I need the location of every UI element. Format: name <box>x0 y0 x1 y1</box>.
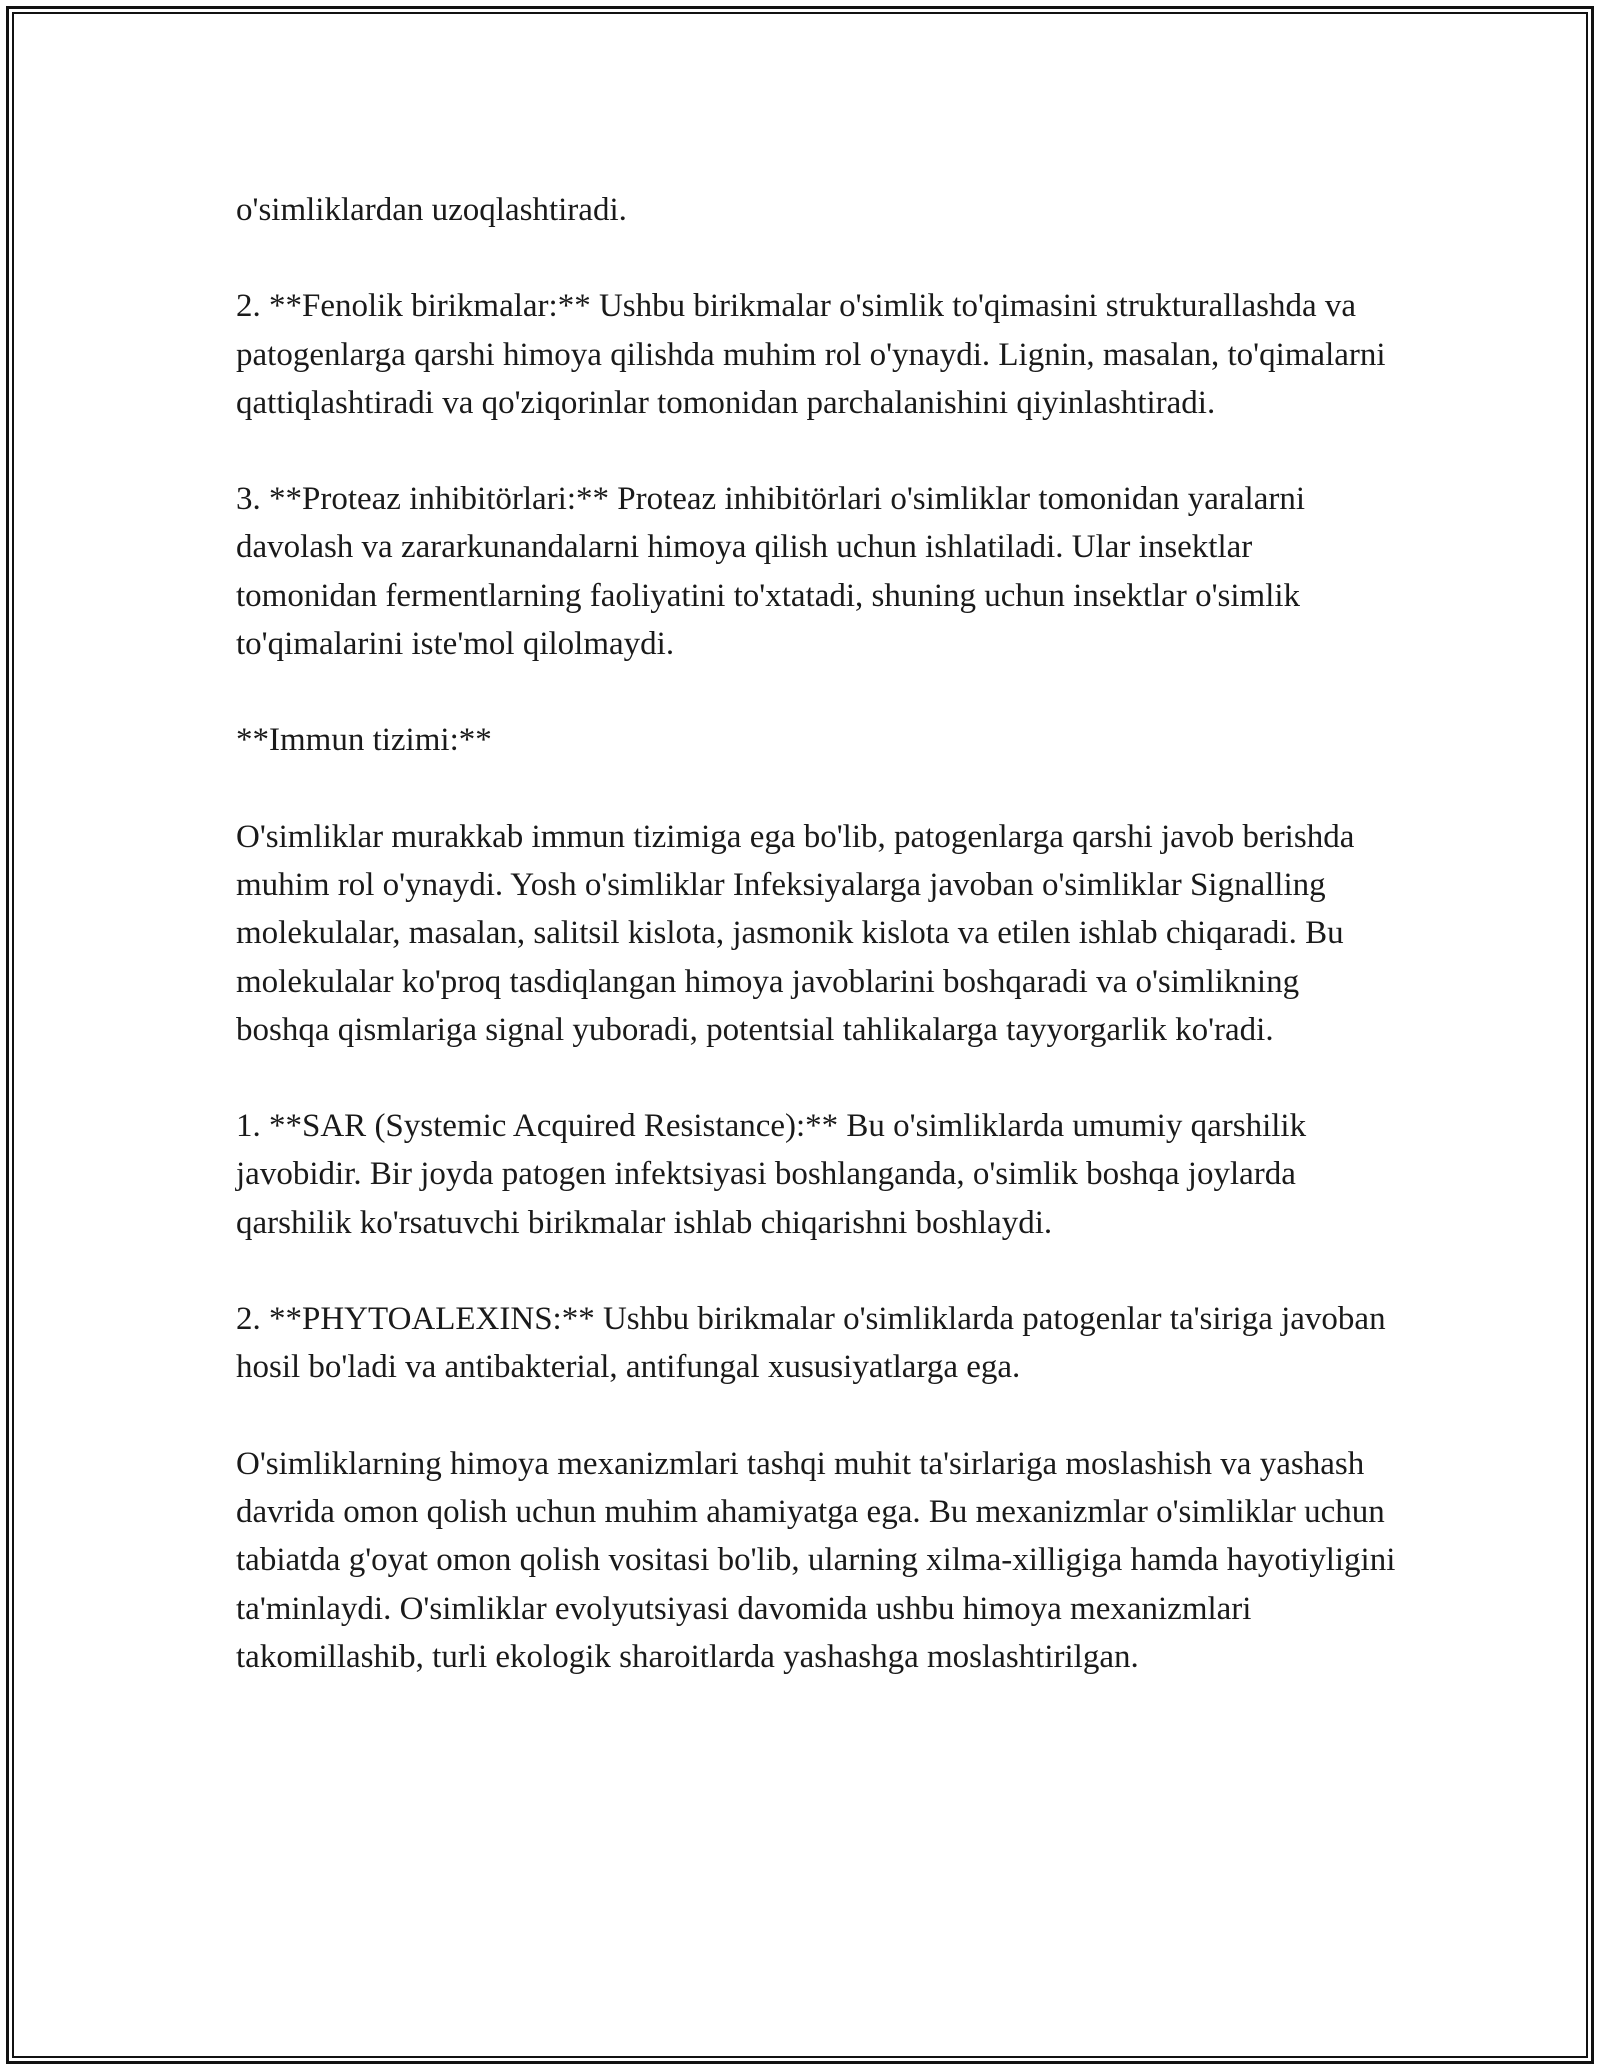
paragraph-protease-inhibitors: 3. **Proteaz inhibitörlari:** Proteaz inhibitörlari o'simliklar tomonidan yaralarni davolash va zararkunandalarni himoya qilish uchun ishlatiladi. Ular insektlar tomonidan fermentlarning faoliyatini to'xtatadi, shuning uchun insektlar o'simlik to'qimalarini iste'mol qilolmaydi. <box>236 481 1306 663</box>
section-heading-immune-system: **Immun tizimi:** <box>236 722 492 759</box>
paragraph-phytoalexins: 2. **PHYTOALEXINS:** Ushbu birikmalar o'simliklarda patogenlar ta'siriga javoban hosil bo'ladi va antibakterial, antifungal xususiyatlarga ega. <box>236 1301 1386 1386</box>
document-body <box>236 186 1396 1681</box>
paragraph-sar: 1. **SAR (Systemic Acquired Resistance):** Bu o'simliklarda umumiy qarshilik javobidir. Bir joyda patogen infektsiyasi boshlanganda, o'simlik boshqa joylarda qarshilik ko'rsatuvchi birikmalar ishlab chiqarishni boshlaydi. <box>236 1108 1307 1241</box>
paragraph-immune-system: O'simliklar murakkab immun tizimiga ega bo'lib, patogenlarga qarshi javob berishda muhim rol o'ynaydi. Yosh o'simliklar Infeksiyalarga javoban o'simliklar Signalling molekulalar, masalan, salitsil kislota, jasmonik kislota va etilen ishlab chiqaradi. Bu molekulalar ko'proq tasdiqlangan himoya javoblarini boshqaradi va o'simlikning boshqa qismlariga signal yuboradi, potentsial tahlikalarga tayyorgarlik ko'radi. <box>236 818 1355 1048</box>
paragraph-continuation: o'simliklardan uzoqlashtiradi. <box>236 192 627 228</box>
paragraph-conclusion: O'simliklarning himoya mexanizmlari tashqi muhit ta'sirlariga moslashish va yashash davrida omon qolish uchun muhim ahamiyatga ega. Bu mexanizmlar o'simliklar uchun tabiatda g'oyat omon qolish vositasi bo'lib, ularning xilma-xilligiga hamda hayotiyligini ta'minlaydi. O'simliklar evolyutsiyasi davomida ushbu himoya mexanizmlari takomillashib, turli ekologik sharoitlarda yashashga moslashtirilgan. <box>236 1445 1396 1675</box>
paragraph-phenolic-compounds: 2. **Fenolik birikmalar:** Ushbu birikmalar o'simlik to'qimasini strukturallashda va patogenlarga qarshi himoya qilishda muhim rol o'ynaydi. Lignin, masalan, to'qimalarni qattiqlashtiradi va qo'ziqorinlar tomonidan parchalanishini qiyinlashtiradi. <box>236 288 1386 421</box>
